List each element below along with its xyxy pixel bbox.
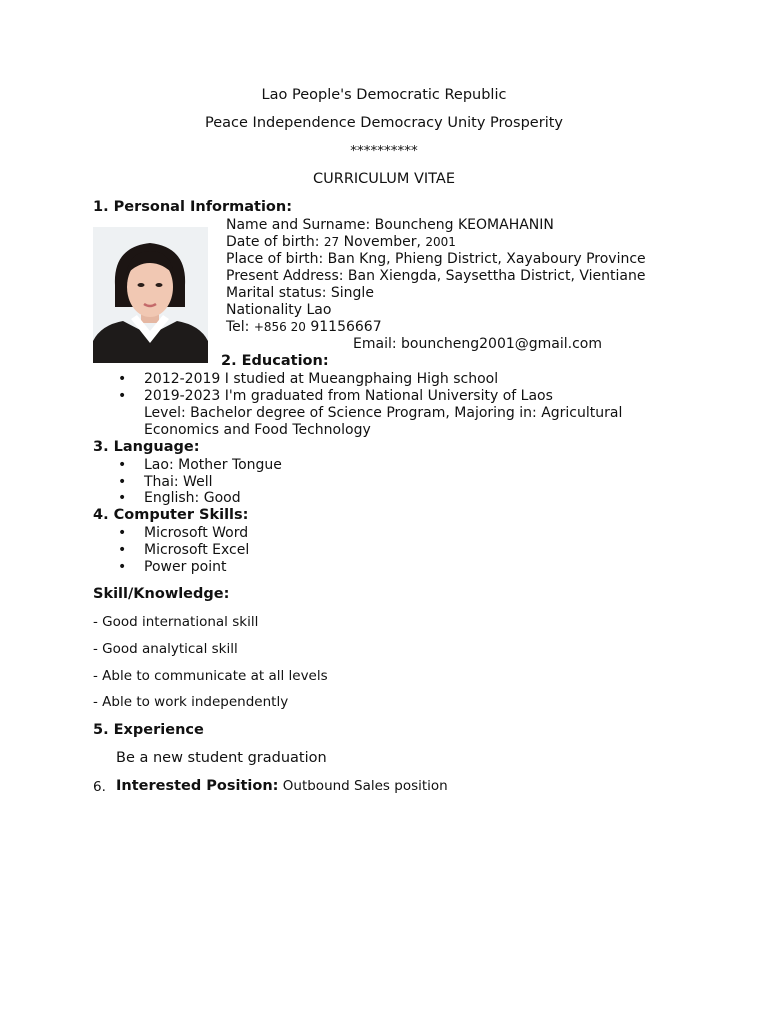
interested-position: [116, 778, 448, 794]
name-field: Name and Surname: Bouncheng KEOMAHANIN: [226, 217, 554, 233]
personal-info-heading: 1. Personal Information:: [93, 199, 292, 215]
skill-item: - Good analytical skill: [93, 641, 238, 657]
pob-field: Place of birth: Ban Kng, Phieng District, Xayaboury Province: [226, 251, 646, 267]
computer-skills-heading: 4. Computer Skills:: [93, 507, 249, 523]
marital-field: Marital status: Single: [226, 285, 374, 301]
language-item: • English: Good: [144, 490, 241, 506]
computer-skill-item: • Power point: [144, 559, 226, 575]
star-divider: **********: [350, 143, 418, 159]
nationality-field: Nationality Lao: [226, 302, 332, 318]
education-heading: 2. Education:: [221, 353, 329, 369]
language-item: • Lao: Mother Tongue: [144, 457, 282, 473]
profile-photo: [93, 227, 208, 363]
education-item: • 2012-2019 I studied at Mueangphaing High school: [144, 371, 498, 387]
tel-number: 91156667: [305, 319, 382, 335]
dob-label: Date of birth:: [226, 234, 324, 250]
dob-month: November,: [339, 234, 426, 250]
experience-text: Be a new student graduation: [116, 750, 327, 766]
tel-label: Tel:: [226, 319, 254, 335]
education-level-line: Level: Bachelor degree of Science Program, Majoring in: Agricultural: [144, 405, 623, 421]
dob-year: 2001: [425, 235, 456, 249]
address-field: Present Address: Ban Xiengda, Saysettha District, Vientiane: [226, 268, 646, 284]
education-level-line: Economics and Food Technology: [144, 422, 371, 438]
document-title: CURRICULUM VITAE: [313, 171, 455, 187]
tel-code: +856 20: [253, 320, 306, 334]
education-item: • 2019-2023 I'm graduated from National University of Laos: [144, 388, 553, 404]
skill-knowledge-heading: Skill/Knowledge:: [93, 586, 230, 602]
dob-day: 27: [323, 235, 340, 249]
national-motto: Peace Independence Democracy Unity Prosperity: [205, 115, 563, 131]
position-label: Interested Position:: [116, 778, 279, 794]
email-field: Email: bouncheng2001@gmail.com: [353, 336, 603, 352]
skill-item: - Good international skill: [93, 614, 259, 630]
position-value: Outbound Sales position: [278, 778, 448, 794]
skill-item: - Able to communicate at all levels: [93, 668, 328, 684]
experience-heading: 5. Experience: [93, 722, 204, 738]
dob-field: [226, 234, 456, 250]
computer-skill-item: • Microsoft Word: [144, 525, 248, 541]
language-item: • Thai: Well: [144, 474, 212, 490]
computer-skill-item: • Microsoft Excel: [144, 542, 249, 558]
country-title: Lao People's Democratic Republic: [261, 87, 507, 103]
language-heading: 3. Language:: [93, 439, 200, 455]
skill-item: - Able to work independently: [93, 694, 289, 710]
tel-field: [226, 319, 382, 335]
position-number: 6.: [93, 779, 106, 795]
